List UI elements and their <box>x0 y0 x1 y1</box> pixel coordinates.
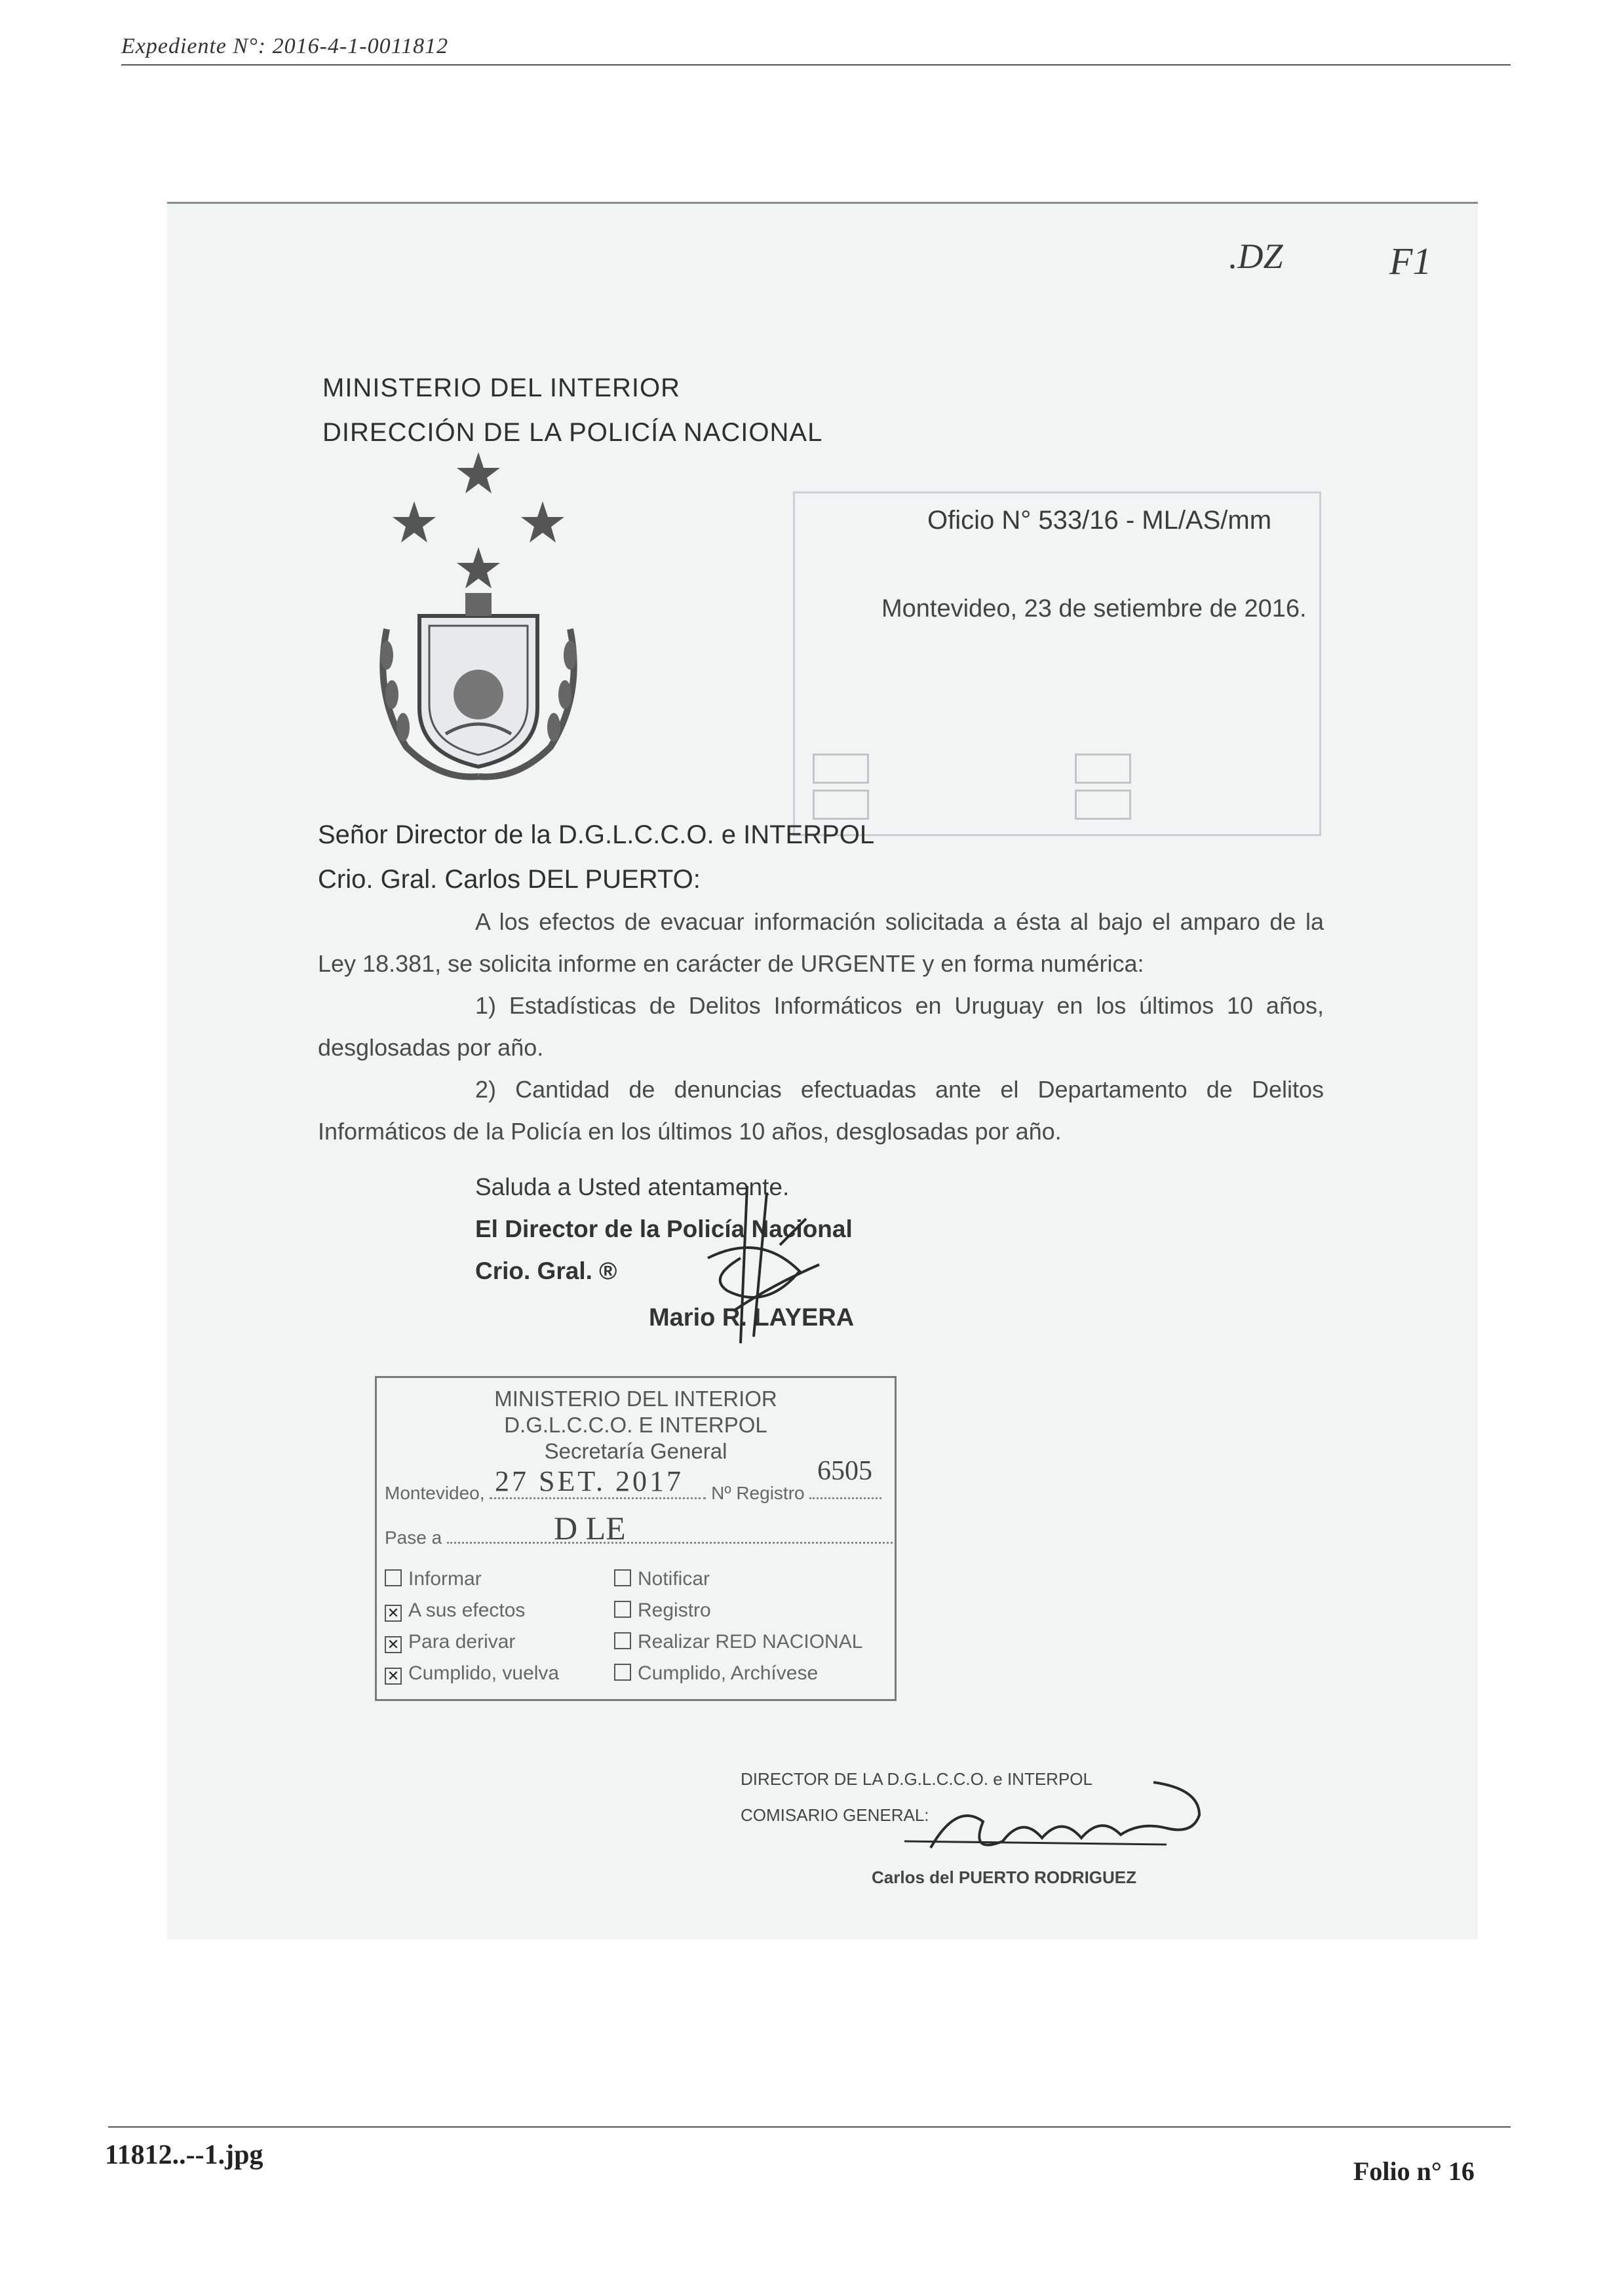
body-item-1: 1) Estadísticas de Delitos Informáticos en Uruguay en los últimos 10 años, desglosadas por año. <box>318 992 1324 1061</box>
oficio-number: Oficio N° 533/16 - ML/AS/mm <box>927 506 1272 535</box>
closing-rank: Crio. Gral. ® <box>475 1257 617 1284</box>
stamp-pase-value: D LE <box>554 1510 626 1546</box>
option-cumplido-vuelva[interactable]: ✕ Cumplido, vuelva <box>385 1662 559 1685</box>
handwritten-mark-right: F1 <box>1389 240 1432 282</box>
stamp-registro-value: 6505 <box>817 1456 872 1486</box>
option-red-nacional[interactable]: Realizar RED NACIONAL <box>614 1631 862 1653</box>
stamp-ministry: MINISTERIO DEL INTERIOR <box>494 1387 777 1411</box>
letterhead <box>322 366 822 455</box>
stamp-date-value: 27 SET. 2017 <box>495 1465 684 1497</box>
letter-body <box>318 901 1324 1153</box>
stamp-registro-dots <box>809 1497 881 1499</box>
stamp-registro-label: Nº Registro <box>711 1483 805 1503</box>
expediente-header: Expediente N°: 2016-4-1-0011812 <box>121 34 449 58</box>
stamp-pase-dots <box>447 1542 893 1544</box>
option-para-derivar[interactable]: ✕ Para derivar <box>385 1631 515 1653</box>
stamp-secretary: Secretaría General <box>544 1439 727 1463</box>
checkbox-icon <box>614 1664 631 1681</box>
option-informar[interactable]: Informar <box>385 1568 482 1590</box>
handwritten-mark-left: .DZ <box>1229 237 1283 276</box>
stamp-montevideo-label: Montevideo, <box>385 1483 485 1503</box>
director-signature-stamp <box>741 1769 1212 1920</box>
checkbox-icon <box>614 1569 631 1586</box>
signature-icon <box>668 1179 839 1350</box>
option-archivese[interactable]: Cumplido, Archívese <box>614 1662 818 1685</box>
place-date: Montevideo, 23 de setiembre de 2016. <box>881 595 1307 622</box>
checkbox-icon <box>614 1601 631 1618</box>
footer-rule <box>108 2126 1511 2128</box>
footer-filename: 11812..--1.jpg <box>105 2140 263 2170</box>
sig-stamp-title: DIRECTOR DE LA D.G.L.C.C.O. e INTERPOL <box>741 1769 1092 1789</box>
recipient <box>318 813 874 902</box>
star-icon <box>393 452 564 588</box>
body-item-2: 2) Cantidad de denuncias efectuadas ante el Departamento de Delitos Informáticos de la Policía en los últimos 10 años, desglosadas por año. <box>318 1076 1324 1145</box>
registry-stamp <box>375 1376 897 1701</box>
checkbox-icon <box>385 1569 402 1586</box>
stamp-pase-line <box>385 1527 893 1548</box>
signer-name: Mario R. LAYERA <box>649 1304 855 1331</box>
option-registro[interactable]: Registro <box>614 1599 711 1622</box>
checkbox-icon <box>614 1632 631 1649</box>
letterhead-ministry: MINISTERIO DEL INTERIOR <box>322 373 681 402</box>
closing-greeting: Saluda a Usted atentamente. <box>475 1174 790 1200</box>
letterhead-directorate: DIRECCIÓN DE LA POLICÍA NACIONAL <box>322 418 823 447</box>
recipient-title: Señor Director de la D.G.L.C.C.O. e INTERPOL <box>318 820 875 849</box>
bleed-through-box <box>813 754 869 784</box>
footer-folio: Folio n° 16 <box>1353 2156 1475 2186</box>
police-crest-icon <box>367 446 590 786</box>
sig-stamp-rank: COMISARIO GENERAL: <box>741 1805 929 1825</box>
scan-top-edge <box>167 202 1478 204</box>
header-rule <box>121 64 1511 66</box>
bleed-through-stamp <box>793 491 1321 836</box>
recipient-name: Crio. Gral. Carlos DEL PUERTO: <box>318 865 701 894</box>
checkbox-checked-icon: ✕ <box>385 1668 402 1685</box>
body-paragraph: A los efectos de evacuar información solicitada a ésta al bajo el amparo de la Ley 18.381, se solicita informe en carácter de URGENTE y en forma numérica: <box>318 908 1324 977</box>
handwritten-signature-icon <box>904 1776 1206 1874</box>
stamp-department: D.G.L.C.C.O. E INTERPOL <box>504 1413 767 1437</box>
bleed-through-box <box>1075 790 1131 820</box>
checkbox-checked-icon: ✕ <box>385 1636 402 1653</box>
checkbox-checked-icon: ✕ <box>385 1605 402 1622</box>
option-a-sus-efectos[interactable]: ✕ A sus efectos <box>385 1599 525 1622</box>
sig-stamp-name: Carlos del PUERTO RODRIGUEZ <box>872 1867 1137 1887</box>
stamp-pase-label: Pase a <box>385 1527 442 1548</box>
option-notificar[interactable]: Notificar <box>614 1568 710 1590</box>
closing-title: El Director de la Policía Nacional <box>475 1215 853 1242</box>
bleed-through-box <box>1075 754 1131 784</box>
